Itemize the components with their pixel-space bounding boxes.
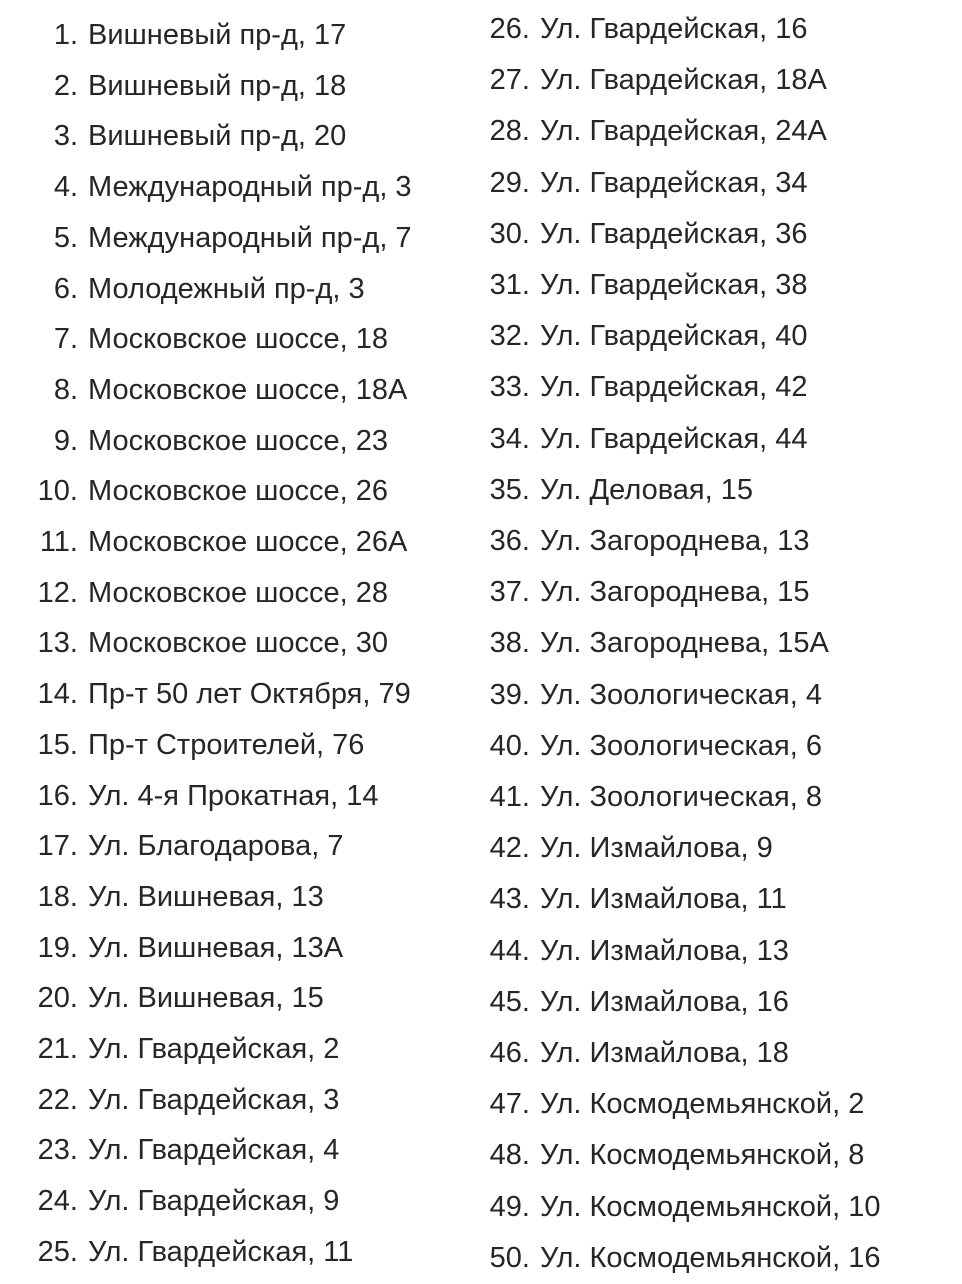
list-item bbox=[0, 821, 470, 872]
list-item-address: Вишневый пр-д, 17 bbox=[88, 19, 347, 51]
list-item-address: Ул. Измайлова, 16 bbox=[540, 985, 789, 1018]
list-item-number: 42. bbox=[489, 832, 530, 865]
list-item-number: 25. bbox=[37, 1235, 78, 1268]
list-item bbox=[470, 670, 962, 721]
list-item-address: Ул. Гвардейская, 36 bbox=[540, 217, 808, 250]
list-item bbox=[470, 414, 962, 465]
list-item-address: Московское шоссе, 26А bbox=[88, 526, 408, 559]
list-item-number: 24. bbox=[37, 1185, 78, 1218]
list-item bbox=[470, 516, 962, 567]
list-item-number: 27. bbox=[489, 64, 530, 97]
list-item-number: 29. bbox=[489, 166, 530, 199]
list-item bbox=[0, 1227, 470, 1278]
list-item-address: Ул. Измайлова, 9 bbox=[540, 832, 773, 865]
list-item-number: 14. bbox=[37, 678, 78, 711]
list-item-number: 11. bbox=[39, 526, 78, 559]
list-item-address: Вишневый пр-д, 20 bbox=[88, 120, 347, 153]
list-item-address: Ул. Гвардейская, 3 bbox=[88, 1083, 340, 1116]
list-item bbox=[470, 260, 962, 311]
list-item-address: Международный пр-д, 3 bbox=[88, 171, 412, 204]
list-item bbox=[470, 465, 962, 516]
list-item-number: 28. bbox=[489, 115, 530, 148]
list-item-number: 15. bbox=[37, 728, 78, 761]
list-item bbox=[0, 872, 470, 923]
list-item-address: Ул. Вишневая, 13 bbox=[88, 880, 324, 913]
list-item-number: 18. bbox=[37, 880, 78, 913]
list-item bbox=[470, 4, 962, 55]
list-item bbox=[470, 874, 962, 925]
address-list-left-column bbox=[0, 10, 470, 1278]
list-item bbox=[0, 111, 470, 162]
list-item bbox=[470, 618, 962, 669]
list-item bbox=[0, 1176, 470, 1227]
list-item bbox=[470, 106, 962, 157]
list-item bbox=[470, 1079, 962, 1130]
list-item-address: Ул. Гвардейская, 42 bbox=[540, 371, 808, 404]
list-item bbox=[0, 365, 470, 416]
list-item-address: Ул. Гвардейская, 24А bbox=[540, 115, 827, 148]
list-item-number: 38. bbox=[489, 627, 530, 660]
list-item bbox=[0, 669, 470, 720]
list-item bbox=[0, 1024, 470, 1075]
list-item bbox=[470, 1130, 962, 1181]
list-item-number: 48. bbox=[489, 1139, 530, 1172]
list-item-number: 17. bbox=[37, 830, 78, 863]
list-item bbox=[0, 923, 470, 974]
list-item-address: Ул. Зоологическая, 4 bbox=[540, 678, 822, 711]
list-item-number: 19. bbox=[37, 931, 78, 964]
list-item-address: Ул. Вишневая, 15 bbox=[88, 982, 324, 1015]
list-item-number: 46. bbox=[489, 1037, 530, 1070]
list-item bbox=[470, 362, 962, 413]
list-item bbox=[0, 213, 470, 264]
list-item-number: 12. bbox=[37, 576, 78, 609]
list-item bbox=[470, 55, 962, 106]
list-item-address: Московское шоссе, 18А bbox=[88, 373, 408, 406]
list-item-number: 16. bbox=[37, 779, 78, 812]
list-item-address: Пр-т Строителей, 76 bbox=[88, 728, 365, 761]
list-item-address: Ул. Космодемьянской, 8 bbox=[540, 1139, 865, 1172]
list-item-address: Ул. Загороднева, 15А bbox=[540, 627, 829, 660]
list-item bbox=[0, 1125, 470, 1176]
list-item-number: 31. bbox=[489, 269, 530, 302]
list-item-number: 43. bbox=[489, 883, 530, 916]
list-item-address: Пр-т 50 лет Октября, 79 bbox=[88, 678, 411, 711]
list-item bbox=[0, 771, 470, 822]
list-item-address: Ул. Космодемьянской, 16 bbox=[540, 1241, 881, 1274]
list-item-number: 50. bbox=[489, 1241, 530, 1274]
list-item-number: 35. bbox=[489, 473, 530, 506]
list-item bbox=[0, 973, 470, 1024]
list-item-number: 8. bbox=[53, 373, 78, 406]
list-item bbox=[470, 977, 962, 1028]
address-list-right-column bbox=[470, 4, 962, 1284]
list-item-address: Ул. Гвардейская, 9 bbox=[88, 1185, 340, 1218]
list-item bbox=[0, 264, 470, 315]
list-item-number: 9. bbox=[53, 424, 78, 457]
list-item-number: 6. bbox=[53, 272, 78, 305]
list-item bbox=[0, 618, 470, 669]
list-item-number: 36. bbox=[489, 525, 530, 558]
list-item-number: 39. bbox=[489, 678, 530, 711]
list-item bbox=[0, 416, 470, 467]
list-item-number: 47. bbox=[489, 1088, 530, 1121]
list-item bbox=[470, 926, 962, 977]
list-item-address: Ул. Зоологическая, 8 bbox=[540, 781, 822, 814]
list-item-address: Ул. Гвардейская, 4 bbox=[88, 1134, 340, 1167]
list-item-number: 26. bbox=[489, 13, 530, 45]
list-item bbox=[0, 1075, 470, 1126]
list-item-number: 2. bbox=[53, 69, 78, 102]
list-item-number: 23. bbox=[37, 1134, 78, 1167]
list-item-address: Международный пр-д, 7 bbox=[88, 221, 412, 254]
list-item bbox=[0, 466, 470, 517]
list-item-number: 10. bbox=[37, 475, 78, 508]
list-item bbox=[0, 517, 470, 568]
list-item-address: Ул. Измайлова, 11 bbox=[540, 883, 787, 916]
list-item-number: 41. bbox=[489, 781, 530, 814]
list-item bbox=[470, 823, 962, 874]
list-item bbox=[0, 10, 470, 61]
list-item-address: Ул. Гвардейская, 40 bbox=[540, 320, 808, 353]
list-item-number: 40. bbox=[489, 729, 530, 762]
list-item bbox=[470, 1028, 962, 1079]
list-item bbox=[0, 162, 470, 213]
list-item-address: Ул. Гвардейская, 18А bbox=[540, 64, 827, 97]
list-item-address: Ул. Гвардейская, 44 bbox=[540, 422, 808, 455]
list-item-number: 21. bbox=[37, 1033, 78, 1066]
list-item-address: Московское шоссе, 23 bbox=[88, 424, 389, 457]
list-item-address: Московское шоссе, 26 bbox=[88, 475, 389, 508]
list-item bbox=[470, 567, 962, 618]
list-item-number: 13. bbox=[37, 627, 78, 660]
list-item-number: 45. bbox=[489, 985, 530, 1018]
list-item bbox=[470, 209, 962, 260]
list-item-address: Ул. 4-я Прокатная, 14 bbox=[88, 779, 379, 812]
list-item bbox=[470, 721, 962, 772]
list-item-address: Ул. Вишневая, 13А bbox=[88, 931, 344, 964]
list-item-address: Ул. Измайлова, 13 bbox=[540, 934, 789, 967]
list-item bbox=[470, 311, 962, 362]
list-item-address: Московское шоссе, 30 bbox=[88, 627, 389, 660]
list-item-number: 37. bbox=[489, 576, 530, 609]
list-item bbox=[0, 720, 470, 771]
list-item-number: 7. bbox=[53, 323, 78, 356]
list-item-address: Ул. Загороднева, 13 bbox=[540, 525, 810, 558]
list-item-address: Молодежный пр-д, 3 bbox=[88, 272, 365, 305]
list-item-number: 4. bbox=[53, 171, 78, 204]
list-item-address: Московское шоссе, 28 bbox=[88, 576, 389, 609]
list-item-number: 30. bbox=[489, 217, 530, 250]
list-item-address: Ул. Космодемьянской, 2 bbox=[540, 1088, 865, 1121]
list-item-number: 32. bbox=[489, 320, 530, 353]
list-item-number: 5. bbox=[53, 221, 78, 254]
list-item-address: Ул. Деловая, 15 bbox=[540, 473, 753, 506]
list-item-address: Ул. Загороднева, 15 bbox=[540, 576, 810, 609]
list-item bbox=[0, 568, 470, 619]
list-item-address: Вишневый пр-д, 18 bbox=[88, 69, 347, 102]
list-item-address: Ул. Гвардейская, 16 bbox=[540, 13, 808, 45]
list-item-address: Ул. Гвардейская, 38 bbox=[540, 269, 808, 302]
list-item-address: Ул. Гвардейская, 11 bbox=[88, 1235, 354, 1268]
list-item-number: 44. bbox=[489, 934, 530, 967]
list-item-number: 34. bbox=[489, 422, 530, 455]
list-item-address: Ул. Измайлова, 18 bbox=[540, 1037, 789, 1070]
list-item bbox=[470, 1233, 962, 1284]
list-item-number: 3. bbox=[53, 120, 78, 153]
list-item-address: Ул. Гвардейская, 2 bbox=[88, 1033, 340, 1066]
list-item-number: 49. bbox=[489, 1190, 530, 1223]
list-item-address: Ул. Зоологическая, 6 bbox=[540, 729, 822, 762]
list-item-address: Ул. Космодемьянской, 10 bbox=[540, 1190, 881, 1223]
list-item-address: Московское шоссе, 18 bbox=[88, 323, 389, 356]
list-item-number: 22. bbox=[37, 1083, 78, 1116]
list-item bbox=[0, 61, 470, 112]
list-item bbox=[470, 1182, 962, 1233]
list-item-number: 33. bbox=[489, 371, 530, 404]
list-item bbox=[0, 314, 470, 365]
list-item-number: 1. bbox=[53, 19, 78, 51]
list-item bbox=[470, 158, 962, 209]
list-item bbox=[470, 772, 962, 823]
list-item-address: Ул. Благодарова, 7 bbox=[88, 830, 344, 863]
list-item-number: 20. bbox=[37, 982, 78, 1015]
list-item-address: Ул. Гвардейская, 34 bbox=[540, 166, 808, 199]
